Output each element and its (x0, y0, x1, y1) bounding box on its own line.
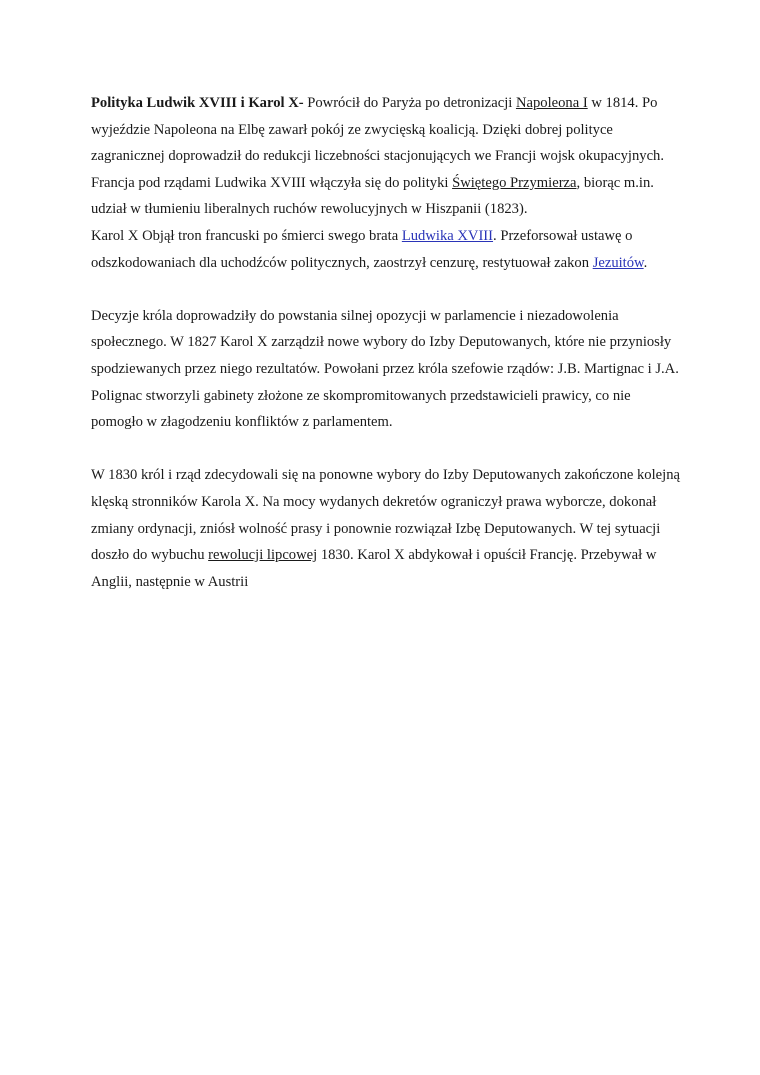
heading-inline: Polityka Ludwik XVIII i Karol X- (91, 95, 304, 111)
paragraph-4 (91, 462, 681, 595)
paragraph-3: Decyzje króla doprowadziły do powstania silnej opozycji w parlamencie i niezadowolenia społecznego. W 1827 Karol X zarządził nowe wybory do Izby Deputowanych, które nie przyniosły spodziewanych przez niego rezultatów. Powołani przez króla szefowie rządów: J.B. Martignac i J.A. Polignac stworzyli gabinety złożone ze skompromitowanych przedstawicieli prawicy, co nie pomogło w złagodzeniu konfliktów z parlamentem. (91, 307, 679, 431)
paragraph-2 (91, 223, 681, 276)
link-louis-xviii[interactable]: Ludwika XVIII (401, 227, 494, 244)
p1-text-2: w 1814. Po wyjeździe Napoleona na Elbę zawarł pokój ze zwycięską koalicją. Dzięki dobrej polityce zagranicznej doprowadził do redukcji liczebności stacjonujących we Francji wojsk okupacyjnych. Francja pod rządami Ludwika XVIII włączyła się do polityki (91, 95, 665, 191)
p2-text-1: Karol X Objął tron francuski po śmierci swego brata (91, 227, 402, 244)
p2-text-3: . (643, 254, 648, 271)
link-holy-alliance[interactable]: Świętego Przymierza (452, 174, 577, 191)
link-july-revolution[interactable]: rewolucji lipcowej (208, 547, 318, 564)
link-napoleon[interactable]: Napoleona I (515, 95, 588, 111)
p1-text-3: , biorąc m.in. udział w tłumieniu liberalnych ruchów rewolucyjnych w Hiszpanii (1823). (91, 174, 654, 218)
p4-text-1: W 1830 król i rząd zdecydowali się na ponowne wybory do Izby Deputowanych zakończone kolejną klęską stronników Karola X. Na mocy wydanych dekretów ograniczył prawa wyborcze, dokonał zmiany ordynacji, zniósł wolność prasy i ponownie rozwiązał Izbę Deputowanych. W tej sytuacji doszło do wybuchu (91, 467, 680, 564)
p2-text-2: . Przeforsował ustawę o odszkodowaniach dla uchodźców politycznych, zaostrzył cenzurę, restytuował zakon (91, 227, 633, 271)
paragraph-spacer (91, 276, 681, 303)
p4-text-2: 1830. Karol X abdykował i opuścił Francję. Przebywał w Anglii, następnie w Austrii (91, 547, 657, 590)
paragraph-spacer (91, 436, 681, 463)
link-jesuits[interactable]: Jezuitów (592, 254, 644, 271)
paragraph-1 (91, 90, 681, 223)
p1-text-1: Powrócił do Paryża po detronizacji (303, 95, 516, 111)
document-body (91, 90, 681, 595)
